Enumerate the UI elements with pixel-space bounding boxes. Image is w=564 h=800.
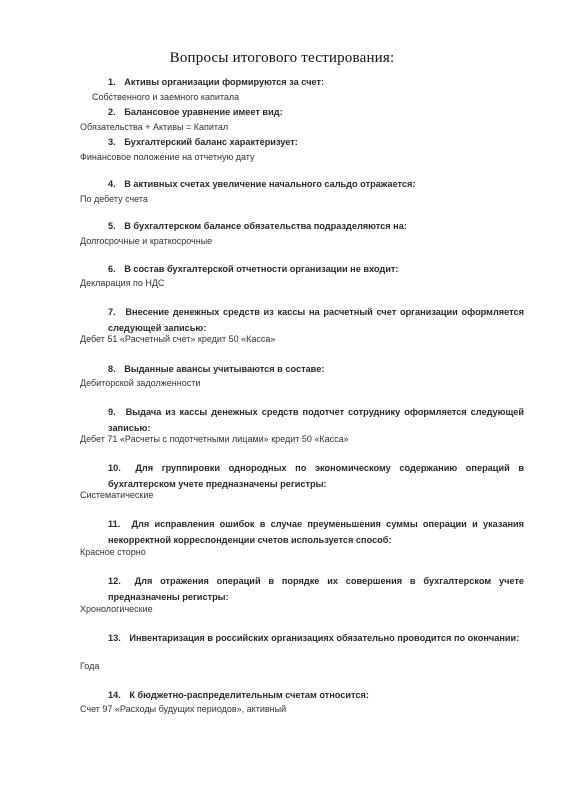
question-10	[108, 460, 524, 492]
question-4	[108, 176, 528, 192]
question-number: 13.	[108, 633, 121, 643]
question-number: 2.	[108, 107, 116, 117]
question-8	[108, 361, 528, 377]
question-text: Выдача из кассы денежных средств подотчет сотруднику оформляется следующей записью:	[108, 407, 524, 433]
question-text: Инвентаризация в российских организациях обязательно проводится по окончании:	[129, 633, 520, 643]
question-text: В бухгалтерском балансе обязательства подразделяются на:	[124, 221, 407, 231]
question-5	[108, 218, 528, 234]
answer-11: Красное сторно	[80, 547, 146, 557]
question-number: 10.	[108, 463, 121, 473]
answer-3: Финансовое положение на отчетную дату	[80, 152, 255, 162]
question-text: Для исправления ошибок в случае преуменьшения суммы операции и указания некорректной корреспонденции счетов используется способ:	[108, 519, 524, 545]
answer-9: Дебет 71 «Расчеты с подотчетными лицами» кредит 50 «Касса»	[80, 434, 349, 444]
question-12	[108, 573, 524, 605]
question-6	[108, 261, 528, 277]
question-text: Выданные авансы учитываются в составе:	[124, 364, 325, 374]
answer-5: Долгосрочные и краткосрочные	[80, 236, 213, 246]
answer-12: Хронологические	[80, 604, 153, 614]
answer-2: Обязательства + Активы = Капитал	[80, 122, 229, 132]
question-number: 1.	[108, 77, 116, 87]
answer-7: Дебет 51 «Расчетный счет» кредит 50 «Касса»	[80, 334, 276, 344]
question-text: Балансовое уравнение имеет вид:	[124, 107, 283, 117]
question-number: 8.	[108, 364, 116, 374]
question-13	[108, 630, 524, 646]
question-text: В состав бухгалтерской отчетности организации не входит:	[124, 264, 399, 274]
question-number: 4.	[108, 179, 116, 189]
question-7	[108, 304, 524, 336]
question-text: Для группировки однородных по экономическому содержанию операций в бухгалтерском учете предназначены регистры:	[108, 463, 524, 489]
question-11	[108, 516, 524, 548]
answer-4: По дебету счета	[80, 194, 148, 204]
question-text: Внесение денежных средств из кассы на расчетный счет организации оформляется следующей записью:	[108, 307, 524, 333]
answer-1: Собственного и заемного капитала	[92, 92, 240, 102]
question-number: 5.	[108, 221, 116, 231]
answer-6: Декларация по НДС	[80, 278, 165, 288]
answer-10: Систематические	[80, 490, 154, 500]
question-number: 6.	[108, 264, 116, 274]
answer-14: Счет 97 «Расходы будущих периодов», активный	[80, 704, 287, 714]
question-number: 3.	[108, 137, 116, 147]
question-number: 11.	[108, 519, 121, 529]
answer-13: Года	[80, 661, 100, 671]
question-3	[108, 134, 528, 150]
question-text: К бюджетно-распределительным счетам относится:	[129, 690, 369, 700]
question-text: В активных счетах увеличение начального сальдо отражается:	[124, 179, 416, 189]
question-14	[108, 687, 528, 703]
question-text: Для отражения операций в порядке их совершения в бухгалтерском учете предназначены регистры:	[108, 576, 524, 602]
question-number: 7.	[108, 307, 116, 317]
answer-8: Дебиторской задолженности	[80, 378, 201, 388]
question-2	[108, 104, 528, 120]
question-text: Бухгалтерский баланс характеризует:	[124, 137, 298, 147]
question-number: 9.	[108, 407, 116, 417]
question-1	[108, 74, 528, 90]
document-title: Вопросы итогового тестирования:	[169, 50, 395, 66]
question-number: 14.	[108, 690, 121, 700]
question-9	[108, 404, 524, 436]
question-number: 12.	[108, 576, 121, 586]
question-text: Активы организации формируются за счет:	[124, 77, 325, 87]
